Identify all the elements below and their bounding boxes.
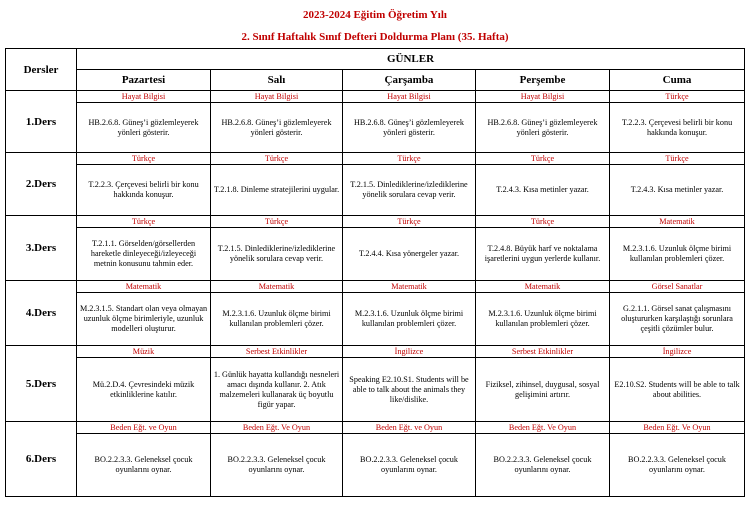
day-header: Salı	[211, 70, 343, 91]
outcome-text: BO.2.2.3.3. Geleneksel çocuk oyunlarını oynar.	[360, 455, 458, 474]
lesson-cell	[476, 91, 610, 153]
subject-label: Serbest Etkinlikler	[211, 346, 342, 358]
subject-label: İngilizce	[343, 346, 475, 358]
lesson-cell	[77, 281, 211, 346]
lesson-cell	[343, 91, 476, 153]
subject-label: Türkçe	[343, 216, 475, 228]
lesson-cell	[610, 422, 745, 497]
outcome-text: G.2.1.1. Görsel sanat çalışmasını oluştururken karşılaştığı sorunlara çeşitli çözümler bulur.	[621, 304, 733, 333]
lesson-label: 2.Ders	[6, 153, 77, 216]
subject-label: Hayat Bilgisi	[343, 91, 475, 103]
subject-label: Türkçe	[77, 216, 210, 228]
subject-label: Matematik	[610, 216, 744, 228]
lesson-label: 6.Ders	[6, 422, 77, 497]
day-header: Çarşamba	[343, 70, 476, 91]
document-subtitle: 2. Sınıf Haftalık Sınıf Defteri Doldurma Planı (35. Hafta)	[241, 31, 509, 43]
outcome-text: BO.2.2.3.3. Geleneksel çocuk oyunlarını oynar.	[628, 455, 726, 474]
subject-label: Türkçe	[610, 153, 744, 165]
outcome-text: Fiziksel, zihinsel, duygusal, sosyal gelişimini artırır.	[485, 379, 600, 399]
outcome-text: HB.2.6.8. Güneş’i gözlemleyerek yönleri gösterir.	[88, 117, 199, 137]
lesson-label: 4.Ders	[6, 281, 77, 346]
lesson-cell	[610, 216, 745, 281]
subject-label: İngilizce	[610, 346, 744, 358]
outcome-text: T.2.4.3. Kısa metinler yazar.	[630, 185, 724, 194]
outcome-text: BO.2.2.3.3. Geleneksel çocuk oyunlarını oynar.	[94, 455, 193, 474]
outcome-text: Mü.2.D.4. Çevresindeki müzik etkinliklerine katılır.	[92, 379, 195, 399]
lesson-cell	[476, 153, 610, 216]
lesson-label: 1.Ders	[6, 91, 77, 153]
lesson-row	[6, 153, 745, 216]
lesson-cell	[77, 153, 211, 216]
lesson-cell	[610, 91, 745, 153]
day-header: Pazartesi	[77, 70, 211, 91]
lesson-cell	[476, 422, 610, 497]
subject-label: Beden Eğt. Ve Oyun	[476, 422, 609, 434]
outcome-text: M.2.3.1.6. Uzunluk ölçme birimi kullanılan problemleri çözer.	[622, 244, 732, 263]
lesson-cell	[343, 153, 476, 216]
outcome-text: 1. Günlük hayatta kullandığı nesneleri amacı dışında kullanır. 2. Atık malzemeleri kullanarak üç boyutlu figür yapar.	[213, 369, 340, 409]
subject-label: Müzik	[77, 346, 210, 358]
outcome-text: T.2.1.5. Dinlediklerine/izlediklerine yönelik sorulara cevap verir.	[350, 180, 468, 199]
lesson-cell	[610, 281, 745, 346]
outcome-text: HB.2.6.8. Güneş’i gözlemleyerek yönleri gösterir.	[353, 117, 465, 137]
lesson-cell	[211, 422, 343, 497]
lesson-cell	[343, 281, 476, 346]
subject-label: Hayat Bilgisi	[476, 91, 609, 103]
lesson-cell	[476, 216, 610, 281]
lesson-label: 3.Ders	[6, 216, 77, 281]
lesson-cell	[211, 346, 343, 422]
subject-label: Görsel Sanatlar	[610, 281, 744, 293]
outcome-text: HB.2.6.8. Güneş’i gözlemleyerek yönleri gösterir.	[487, 117, 598, 137]
subject-label: Matematik	[211, 281, 342, 293]
subject-label: Türkçe	[343, 153, 475, 165]
lesson-cell	[343, 422, 476, 497]
outcome-text: T.2.2.3. Çerçevesi belirli bir konu hakkında konuşur.	[621, 117, 733, 137]
lesson-cell	[476, 346, 610, 422]
day-header: Perşembe	[476, 70, 610, 91]
outcome-text: T.2.1.1. Görselden/görsellerden hareketle dinleyeceği/izleyeceği metnin konusunu tahmin eder.	[90, 239, 197, 268]
subject-label: Beden Eğt. Ve Oyun	[211, 422, 342, 434]
lesson-cell	[211, 91, 343, 153]
lesson-cell	[343, 216, 476, 281]
weekly-plan-table	[5, 48, 745, 497]
lesson-cell	[77, 346, 211, 422]
subject-label: Türkçe	[211, 216, 342, 228]
lesson-row	[6, 281, 745, 346]
outcome-text: T.2.2.3. Çerçevesi belirli bir konu hakkında konuşur.	[88, 180, 199, 199]
subject-label: Hayat Bilgisi	[211, 91, 342, 103]
outcome-text: T.2.1.8. Dinleme stratejilerini uygular.	[213, 185, 340, 194]
lesson-cell	[77, 216, 211, 281]
header-gunler: GÜNLER	[77, 49, 745, 70]
subject-label: Matematik	[476, 281, 609, 293]
subject-label: Hayat Bilgisi	[77, 91, 210, 103]
lesson-row	[6, 346, 745, 422]
outcome-text: BO.2.2.3.3. Geleneksel çocuk oyunlarını oynar.	[493, 455, 592, 474]
outcome-text: T.2.4.4. Kısa yönergeler yazar.	[358, 249, 460, 258]
subject-label: Beden Eğt. Ve Oyun	[610, 422, 744, 434]
outcome-text: M.2.3.1.6. Uzunluk ölçme birimi kullanılan problemleri çözer.	[354, 309, 464, 328]
subject-label: Serbest Etkinlikler	[476, 346, 609, 358]
lesson-cell	[211, 281, 343, 346]
day-header: Cuma	[610, 70, 745, 91]
outcome-text: M.2.3.1.6. Uzunluk ölçme birimi kullanılan problemleri çözer.	[488, 309, 597, 328]
outcome-text: T.2.4.8. Büyük harf ve noktalama işaretlerini uygun yerlerde kullanır.	[484, 244, 601, 263]
lesson-cell	[343, 346, 476, 422]
header-dersler: Dersler	[6, 49, 77, 91]
document-title: 2023-2024 Eğitim Öğretim Yılı	[303, 9, 447, 21]
subject-label: Beden Eğt. ve Oyun	[77, 422, 210, 434]
subject-label: Matematik	[77, 281, 210, 293]
lesson-row	[6, 91, 745, 153]
outcome-text: HB.2.6.8. Güneş’i gözlemleyerek yönleri gösterir.	[221, 117, 332, 137]
subject-label: Türkçe	[610, 91, 744, 103]
outcome-text: E2.10.S2. Students will be able to talk about abilities.	[614, 379, 740, 399]
subject-label: Türkçe	[211, 153, 342, 165]
subject-label: Türkçe	[476, 216, 609, 228]
lesson-cell	[610, 346, 745, 422]
subject-label: Türkçe	[476, 153, 609, 165]
lesson-cell	[211, 153, 343, 216]
lesson-cell	[211, 216, 343, 281]
subject-label: Türkçe	[77, 153, 210, 165]
lesson-row	[6, 216, 745, 281]
outcome-text: BO.2.2.3.3. Geleneksel çocuk oyunlarını oynar.	[227, 455, 326, 474]
lesson-label: 5.Ders	[6, 346, 77, 422]
lesson-cell	[77, 91, 211, 153]
lesson-cell	[610, 153, 745, 216]
outcome-text: M.2.3.1.5. Standart olan veya olmayan uzunluk ölçme birimleriyle, uzunluk modelleri oluşturur.	[79, 304, 208, 333]
outcome-text: Speaking E2.10.S1. Students will be able to talk about the animals they like/dislike.	[349, 374, 469, 404]
lesson-row	[6, 422, 745, 497]
outcome-text: T.2.4.3. Kısa metinler yazar.	[496, 185, 589, 194]
lesson-cell	[476, 281, 610, 346]
outcome-text: T.2.1.5. Dinlediklerine/izlediklerine yönelik sorulara cevap verir.	[217, 244, 336, 263]
lesson-cell	[77, 422, 211, 497]
outcome-text: M.2.3.1.6. Uzunluk ölçme birimi kullanılan problemleri çözer.	[222, 309, 331, 328]
subject-label: Beden Eğt. ve Oyun	[343, 422, 475, 434]
subject-label: Matematik	[343, 281, 475, 293]
